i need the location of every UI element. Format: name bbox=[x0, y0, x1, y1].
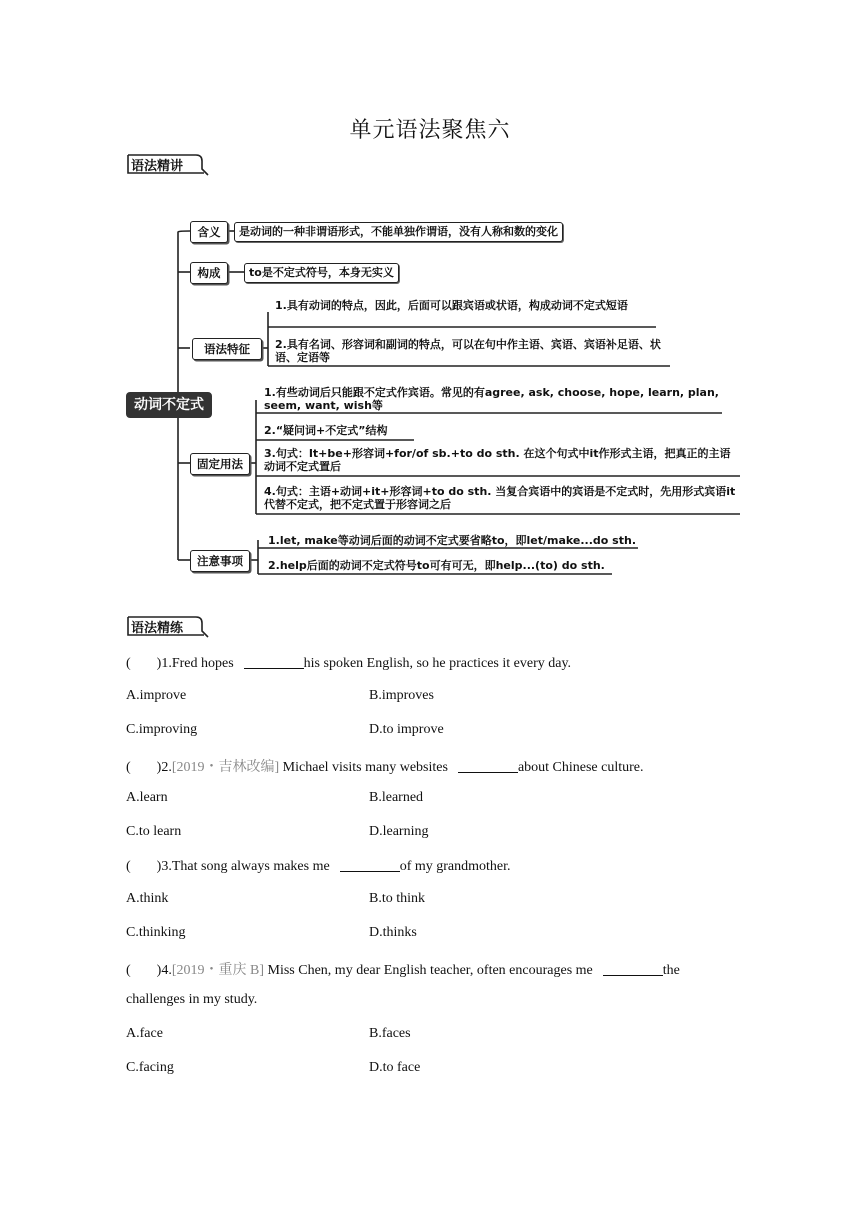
section-label-text: 语法精讲 bbox=[131, 159, 184, 174]
option-a[interactable]: A.learn bbox=[126, 790, 168, 805]
section-label-text: 语法精练 bbox=[131, 621, 184, 636]
question-source: [2019・吉林改编] bbox=[171, 760, 280, 775]
question-number: )3. bbox=[156, 859, 172, 874]
question-source: [2019・重庆 B] bbox=[171, 963, 265, 978]
question-text: about Chinese culture. bbox=[517, 760, 644, 775]
option-c[interactable]: C.improving bbox=[126, 722, 198, 737]
question-4 bbox=[126, 959, 680, 979]
answer-blank[interactable] bbox=[340, 857, 400, 872]
question-text: the bbox=[662, 963, 680, 978]
option-c[interactable]: C.to learn bbox=[126, 824, 182, 839]
option-b[interactable]: B.to think bbox=[369, 891, 426, 906]
option-a[interactable]: A.improve bbox=[126, 688, 187, 703]
leaf-fixed-usage-4: 4.句式：主语+动词+it+形容词+to do sth. 当复合宾语中的宾语是不定式时，先用形式宾语it代替不定式，把不定式置于形容词之后 bbox=[264, 485, 736, 511]
branch-fixed-usage: 固定用法 bbox=[190, 453, 250, 475]
question-number: )1. bbox=[156, 656, 172, 671]
question-4-continuation: challenges in my study. bbox=[126, 992, 258, 1007]
leaf-meaning: 是动词的一种非谓语形式，不能单独作谓语，没有人称和数的变化 bbox=[234, 222, 563, 242]
option-d[interactable]: D.learning bbox=[369, 824, 429, 839]
option-a[interactable]: A.think bbox=[126, 891, 169, 906]
option-a[interactable]: A.face bbox=[126, 1026, 163, 1041]
option-b[interactable]: B.improves bbox=[369, 688, 434, 703]
option-c[interactable]: C.facing bbox=[126, 1060, 174, 1075]
leaf-grammar-feature-2: 2.具有名词、形容词和副词的特点，可以在句中作主语、宾语、宾语补足语、状语、定语等 bbox=[275, 338, 661, 364]
option-c[interactable]: C.thinking bbox=[126, 925, 186, 940]
branch-composition: 构成 bbox=[190, 262, 228, 284]
leaf-fixed-usage-2: 2.“疑问词+不定式”结构 bbox=[264, 424, 388, 437]
question-text: of my grandmother. bbox=[399, 859, 511, 874]
leaf-fixed-usage-1: 1.有些动词后只能跟不定式作宾语。常见的有agree, ask, choose, hope, learn, plan, seem, want, wish等 bbox=[264, 386, 719, 412]
leaf-composition: to是不定式符号，本身无实义 bbox=[244, 263, 399, 283]
page-title: 单元语法聚焦六 bbox=[349, 118, 511, 143]
answer-paren: ( bbox=[126, 656, 131, 671]
answer-paren: ( bbox=[126, 963, 131, 978]
question-2 bbox=[126, 756, 644, 776]
leaf-note-1: 1.let, make等动词后面的动词不定式要省略to，即let/make...do sth. bbox=[268, 534, 636, 547]
mindmap-root: 动词不定式 bbox=[126, 392, 212, 418]
answer-blank[interactable] bbox=[458, 758, 518, 773]
question-number: )4. bbox=[156, 963, 172, 978]
option-d[interactable]: D.to improve bbox=[369, 722, 444, 737]
answer-blank[interactable] bbox=[244, 654, 304, 669]
question-text: Miss Chen, my dear English teacher, often encourages me bbox=[267, 963, 593, 978]
option-d[interactable]: D.to face bbox=[369, 1060, 421, 1075]
question-text: That song always makes me bbox=[171, 859, 330, 874]
question-1 bbox=[126, 654, 571, 672]
leaf-note-2: 2.help后面的动词不定式符号to可有可无，即help...(to) do sth. bbox=[268, 559, 605, 572]
question-text: Michael visits many websites bbox=[282, 760, 448, 775]
answer-paren: ( bbox=[126, 760, 131, 775]
answer-paren: ( bbox=[126, 859, 131, 874]
question-text: Fred hopes bbox=[171, 656, 234, 671]
leaf-grammar-feature-1: 1.具有动词的特点，因此，后面可以跟宾语或状语，构成动词不定式短语 bbox=[275, 299, 628, 312]
question-number: )2. bbox=[156, 760, 172, 775]
answer-blank[interactable] bbox=[603, 961, 663, 976]
question-text: his spoken English, so he practices it every day. bbox=[303, 656, 572, 671]
branch-meaning: 含义 bbox=[190, 221, 228, 243]
question-3 bbox=[126, 857, 511, 875]
branch-notes: 注意事项 bbox=[190, 550, 250, 572]
option-b[interactable]: B.learned bbox=[369, 790, 424, 805]
option-b[interactable]: B.faces bbox=[369, 1026, 411, 1041]
option-d[interactable]: D.thinks bbox=[369, 925, 417, 940]
leaf-fixed-usage-3: 3.句式：It+be+形容词+for/of sb.+to do sth. 在这个句式中it作形式主语，把真正的主语动词不定式置后 bbox=[264, 447, 731, 473]
branch-grammar-features: 语法特征 bbox=[192, 338, 262, 360]
